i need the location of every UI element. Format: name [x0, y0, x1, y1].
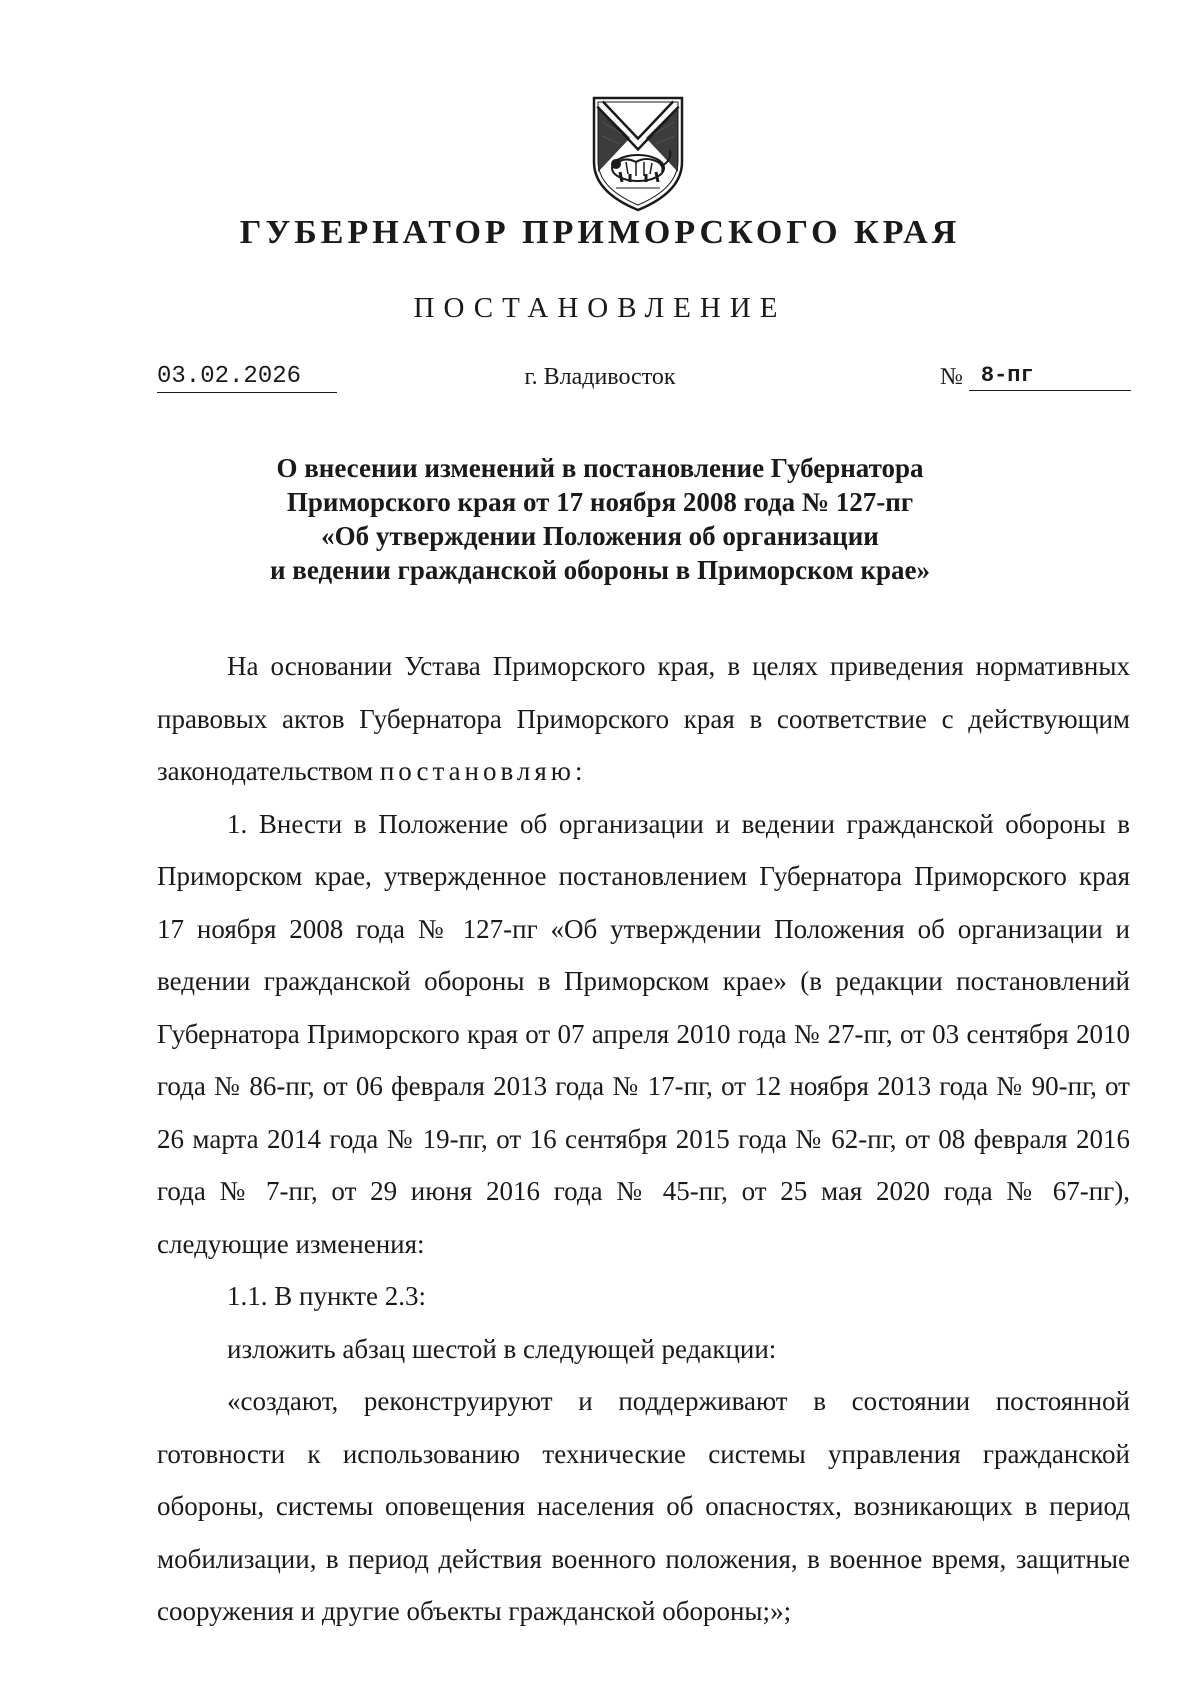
document-number	[940, 363, 1131, 391]
title-line: и ведении гражданской обороны в Приморском крае»	[269, 555, 930, 585]
document-body	[157, 640, 1130, 1638]
document-city: г. Владивосток	[524, 364, 676, 390]
number-value: 8-пг	[969, 363, 1131, 391]
coat-of-arms-emblem	[586, 92, 690, 214]
body-paragraph-instruction: изложить абзац шестой в следующей редакции:	[227, 1333, 777, 1364]
resolve-word: постановляю:	[379, 756, 587, 786]
document-date: 03.02.2026	[157, 363, 337, 393]
preamble-text: На основании Устава Приморского края, в целях приведения нормативных правовых актов Губернатора Приморского края в соответствие с действующим законодательством	[157, 651, 1130, 786]
body-paragraph-item-1: 1. Внести в Положение об организации и ведении гражданской обороны в Приморском крае, утвержденное постановлением Губернатора Приморского края 17 ноября 2008 года № 127-пг «Об утверждении Положения об организации и ведении гражданской обороны в Приморском крае» (в редакции постановлений Губернатора Приморского края от 07 апреля 2010 года № 27-пг, от 03 сентября 2010 года № 86-пг, от 06 февраля 2013 года № 17-пг, от 12 ноября 2013 года № 90-пг, от 26 марта 2014 года № 19-пг, от 16 сентября 2015 года № 62-пг, от 08 февраля 2016 года № 7-пг, от 29 июня 2016 года № 45-пг, от 25 мая 2020 года № 67-пг), следующие изменения:	[157, 808, 1130, 1259]
number-sign: №	[940, 364, 963, 390]
title-line: «Об утверждении Положения об организации	[321, 521, 879, 551]
body-paragraph-item-1-1: 1.1. В пункте 2.3:	[227, 1281, 426, 1311]
body-paragraph-quote: «создают, реконструируют и поддерживают в состоянии постоянной готовности к использованию технические системы управления гражданской обороны, системы оповещения населения об опасностях, возникающих в период мобилизации, в период действия военного положения, в военное время, защитные сооружения и другие объекты гражданской обороны;»;	[157, 1386, 1130, 1626]
body-paragraph-preamble	[157, 640, 1130, 798]
issuing-authority: ГУБЕРНАТОР ПРИМОРСКОГО КРАЯ	[239, 214, 961, 251]
document-title	[150, 451, 1050, 587]
title-line: О внесении изменений в постановление Губернатора	[276, 453, 924, 483]
title-line: Приморского края от 17 ноября 2008 года № 127-пг	[286, 487, 914, 517]
document-meta-row	[0, 363, 1200, 403]
document-type: ПОСТАНОВЛЕНИЕ	[413, 292, 787, 324]
